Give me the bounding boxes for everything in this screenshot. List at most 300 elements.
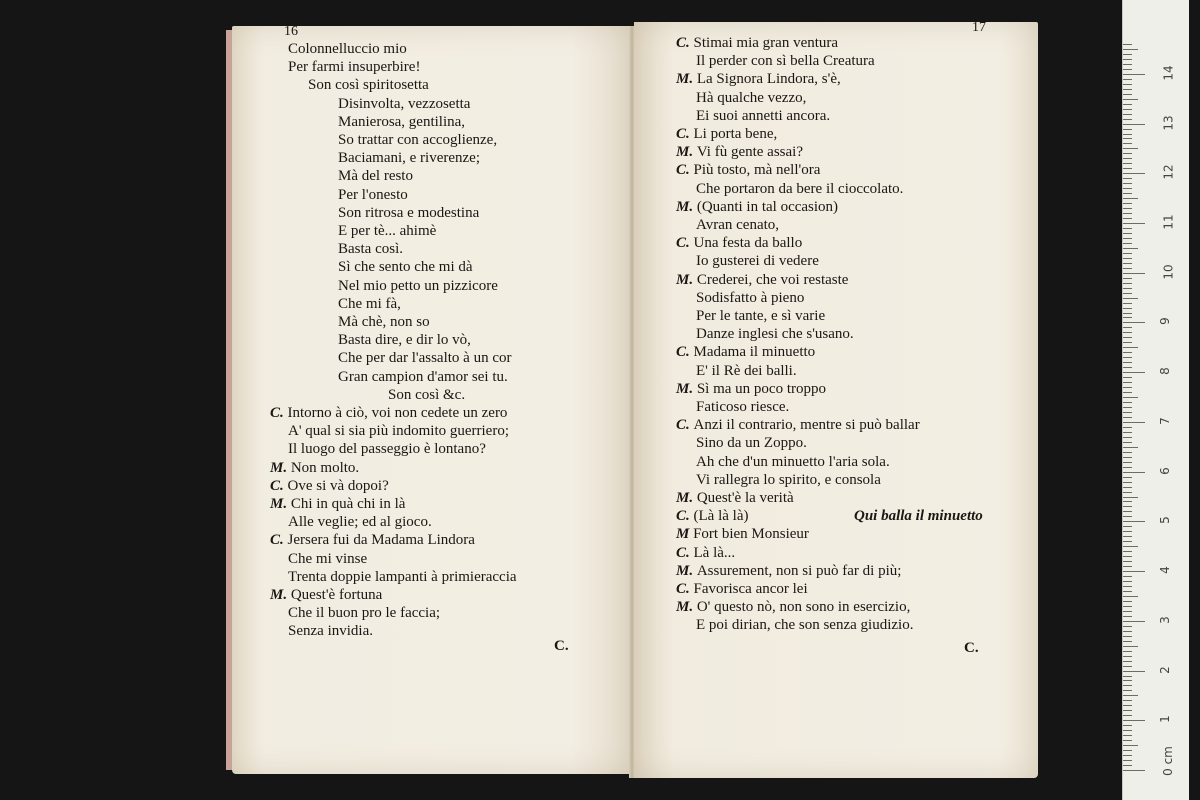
text-line bbox=[676, 143, 803, 161]
ruler-tick bbox=[1123, 467, 1132, 468]
line-text: Avran cenato, bbox=[696, 217, 780, 233]
text-line bbox=[338, 186, 408, 204]
ruler-tick bbox=[1123, 571, 1145, 572]
text-line bbox=[270, 531, 475, 549]
speaker-label: M. bbox=[676, 71, 697, 88]
text-line bbox=[388, 386, 465, 404]
line-text: Favorisca ancor lei bbox=[693, 581, 808, 597]
ruler-tick bbox=[1123, 49, 1138, 50]
line-text: Son ritrosa e modestina bbox=[338, 204, 480, 221]
ruler-tick bbox=[1123, 412, 1132, 413]
ruler-tick bbox=[1123, 596, 1138, 597]
ruler-tick bbox=[1123, 397, 1138, 398]
speaker-label: M. bbox=[676, 380, 697, 397]
ruler-tick bbox=[1123, 228, 1132, 229]
ruler-tick bbox=[1123, 303, 1132, 304]
ruler-tick bbox=[1123, 273, 1145, 274]
ruler-tick bbox=[1123, 213, 1132, 214]
line-text: Sì che sento che mi dà bbox=[338, 259, 473, 276]
ruler-tick bbox=[1123, 407, 1132, 408]
line-text: Son così &c. bbox=[388, 386, 466, 403]
line-text: Che il buon pro le faccia; bbox=[288, 605, 441, 622]
text-line bbox=[288, 604, 440, 622]
line-text: Più tosto, mà nell'ora bbox=[693, 162, 821, 179]
line-text: Madama il minuetto bbox=[693, 344, 816, 361]
ruler-tick bbox=[1123, 218, 1132, 219]
ruler-tick bbox=[1123, 322, 1145, 323]
speaker-label: C. bbox=[676, 417, 694, 434]
ruler-tick bbox=[1123, 656, 1132, 657]
speaker-label: M. bbox=[270, 587, 291, 603]
ruler-tick bbox=[1123, 770, 1145, 771]
line-text: Trenta doppie lampanti à primieraccia bbox=[288, 568, 517, 585]
ruler-tick bbox=[1123, 99, 1138, 100]
ruler-tick bbox=[1123, 541, 1132, 542]
ruler-tick bbox=[1123, 735, 1132, 736]
ruler-tick bbox=[1123, 357, 1132, 358]
line-text: Che mi vinse bbox=[288, 550, 368, 567]
ruler-tick bbox=[1123, 352, 1132, 353]
ruler-number: 12 bbox=[1161, 164, 1176, 180]
text-line bbox=[308, 76, 429, 94]
ruler-tick bbox=[1123, 606, 1132, 607]
ruler-tick bbox=[1123, 223, 1145, 224]
ruler-tick bbox=[1123, 138, 1132, 139]
ruler-tick bbox=[1123, 178, 1132, 179]
speaker-label: M bbox=[676, 526, 694, 543]
text-line bbox=[696, 52, 875, 70]
ruler-tick bbox=[1123, 163, 1132, 164]
line-text: Li porta bene, bbox=[693, 126, 778, 142]
ruler-tick bbox=[1123, 64, 1132, 65]
ruler-tick bbox=[1123, 526, 1132, 527]
text-line bbox=[676, 525, 809, 543]
text-line bbox=[270, 404, 507, 422]
line-text: Colonnelluccio mio bbox=[288, 41, 407, 57]
text-line bbox=[696, 89, 806, 107]
ruler-tick bbox=[1123, 94, 1132, 95]
line-text: (Là là là) bbox=[693, 508, 749, 525]
speaker-label: M. bbox=[676, 490, 697, 506]
text-line bbox=[338, 240, 403, 258]
speaker-label: C. bbox=[676, 508, 694, 525]
line-text: Una festa da ballo bbox=[693, 235, 803, 252]
line-text: Chi in quà chi in là bbox=[290, 496, 406, 512]
text-line bbox=[338, 277, 498, 295]
speaker-label: C. bbox=[676, 126, 694, 142]
ruler-tick bbox=[1123, 506, 1132, 507]
line-text: Ah che d'un minuetto l'aria sola. bbox=[696, 453, 890, 470]
text-line bbox=[696, 471, 881, 489]
ruler-tick bbox=[1123, 760, 1132, 761]
ruler-number: 10 bbox=[1161, 264, 1176, 280]
text-line bbox=[338, 131, 497, 149]
line-text: Fort bien Monsieur bbox=[693, 526, 809, 543]
ruler-tick bbox=[1123, 89, 1132, 90]
text-line bbox=[676, 34, 838, 52]
ruler-tick bbox=[1123, 54, 1132, 55]
speaker-label: M. bbox=[676, 271, 697, 288]
line-text: Son così spiritosetta bbox=[308, 77, 429, 94]
text-line bbox=[270, 495, 405, 513]
ruler-tick bbox=[1123, 621, 1145, 622]
ruler-tick bbox=[1123, 452, 1132, 453]
text-line bbox=[338, 368, 508, 386]
ruler-unit-label: 0 cm bbox=[1160, 746, 1175, 776]
text-line bbox=[288, 550, 367, 568]
ruler-tick bbox=[1123, 382, 1132, 383]
ruler-tick bbox=[1123, 765, 1132, 766]
text-line bbox=[338, 222, 436, 240]
text-line bbox=[288, 40, 407, 58]
line-text: Manierosa, gentilina, bbox=[338, 113, 466, 130]
ruler-tick bbox=[1123, 516, 1132, 517]
ruler-tick bbox=[1123, 690, 1132, 691]
ruler-tick bbox=[1123, 725, 1132, 726]
line-text: Sodisfatto à pieno bbox=[696, 289, 805, 306]
ruler-tick bbox=[1123, 109, 1132, 110]
text-line bbox=[696, 434, 807, 452]
speaker-label: C. bbox=[676, 35, 694, 51]
ruler-tick bbox=[1123, 661, 1132, 662]
ruler-tick bbox=[1123, 750, 1132, 751]
ruler-tick bbox=[1123, 591, 1132, 592]
ruler-tick bbox=[1123, 238, 1132, 239]
right-page bbox=[634, 22, 1038, 778]
text-line bbox=[676, 198, 838, 216]
text-line bbox=[270, 459, 359, 477]
ruler-tick bbox=[1123, 636, 1132, 637]
ruler-tick bbox=[1123, 442, 1132, 443]
speaker-label: C. bbox=[676, 581, 694, 597]
line-text: (Quanti in tal occasion) bbox=[696, 198, 839, 215]
text-line bbox=[270, 477, 389, 495]
ruler-tick bbox=[1123, 492, 1132, 493]
text-line bbox=[676, 380, 826, 398]
ruler-tick bbox=[1123, 641, 1132, 642]
line-text: Là là... bbox=[693, 544, 736, 561]
left-page bbox=[232, 26, 632, 774]
ruler-tick bbox=[1123, 437, 1132, 438]
ruler-number: 8 bbox=[1157, 367, 1172, 376]
ruler-tick bbox=[1123, 342, 1132, 343]
ruler-tick bbox=[1123, 536, 1132, 537]
text-line bbox=[696, 307, 825, 325]
ruler-tick bbox=[1123, 730, 1132, 731]
line-text: Nel mio petto un pizzicore bbox=[338, 277, 498, 294]
ruler-tick bbox=[1123, 327, 1132, 328]
ruler-tick bbox=[1123, 676, 1132, 677]
ruler-tick bbox=[1123, 482, 1132, 483]
ruler-tick bbox=[1123, 74, 1145, 75]
ruler-tick bbox=[1123, 631, 1132, 632]
ruler-tick bbox=[1123, 477, 1132, 478]
ruler-tick bbox=[1123, 243, 1132, 244]
ruler-tick bbox=[1123, 193, 1132, 194]
ruler-tick bbox=[1123, 347, 1138, 348]
text-line bbox=[676, 580, 808, 598]
text-line bbox=[676, 125, 777, 143]
line-text: Mà del resto bbox=[338, 168, 413, 185]
line-text: Intorno à ciò, voi non cedete un zero bbox=[287, 405, 508, 421]
text-line bbox=[288, 422, 509, 440]
ruler-tick bbox=[1123, 372, 1145, 373]
ruler-tick bbox=[1123, 551, 1132, 552]
speaker-label: C. bbox=[676, 162, 694, 179]
ruler-tick bbox=[1123, 79, 1132, 80]
ruler-tick bbox=[1123, 69, 1132, 70]
text-line bbox=[338, 349, 511, 367]
ruler-tick bbox=[1123, 119, 1132, 120]
line-text: Il perder con sì bella Creatura bbox=[696, 53, 875, 70]
text-line bbox=[696, 453, 890, 471]
stage-direction: Qui balla il minuetto bbox=[854, 508, 983, 525]
measurement-ruler bbox=[1122, 0, 1189, 800]
ruler-tick bbox=[1123, 581, 1132, 582]
ruler-tick bbox=[1123, 248, 1138, 249]
ruler-number: 9 bbox=[1157, 317, 1172, 326]
ruler-tick bbox=[1123, 367, 1132, 368]
text-line bbox=[288, 440, 486, 458]
text-line bbox=[338, 331, 471, 349]
text-line bbox=[288, 513, 432, 531]
ruler-tick bbox=[1123, 203, 1132, 204]
ruler-tick bbox=[1123, 143, 1132, 144]
left-page-number: 16 bbox=[284, 24, 298, 39]
ruler-number: 1 bbox=[1157, 715, 1172, 724]
line-text: Non molto. bbox=[290, 459, 360, 476]
ruler-tick bbox=[1123, 566, 1132, 567]
ruler-tick bbox=[1123, 168, 1132, 169]
line-text: Hà qualche vezzo, bbox=[696, 89, 807, 106]
ruler-tick bbox=[1123, 611, 1132, 612]
ruler-tick bbox=[1123, 497, 1138, 498]
ruler-tick bbox=[1123, 233, 1132, 234]
text-line bbox=[696, 325, 854, 343]
ruler-tick bbox=[1123, 208, 1132, 209]
text-line bbox=[696, 180, 903, 198]
ruler-tick bbox=[1123, 487, 1132, 488]
line-text: Disinvolta, vezzosetta bbox=[338, 95, 471, 112]
ruler-tick bbox=[1123, 308, 1132, 309]
line-text: Il luogo del passeggio è lontano? bbox=[288, 441, 486, 458]
text-line bbox=[338, 95, 470, 113]
speaker-label: C. bbox=[270, 405, 288, 421]
text-line bbox=[338, 204, 479, 222]
ruler-tick bbox=[1123, 188, 1132, 189]
left-catchword: C. bbox=[554, 638, 569, 654]
ruler-tick bbox=[1123, 616, 1132, 617]
ruler-tick bbox=[1123, 695, 1138, 696]
ruler-tick bbox=[1123, 313, 1132, 314]
ruler-tick bbox=[1123, 626, 1132, 627]
ruler-number: 7 bbox=[1157, 417, 1172, 425]
ruler-tick bbox=[1123, 447, 1138, 448]
text-line bbox=[676, 416, 920, 434]
speaker-label: M. bbox=[270, 459, 291, 476]
speaker-label: M. bbox=[676, 562, 697, 579]
ruler-tick bbox=[1123, 710, 1132, 711]
ruler-number: 3 bbox=[1157, 615, 1172, 624]
ruler-tick bbox=[1123, 84, 1132, 85]
ruler-tick bbox=[1123, 646, 1138, 647]
ruler-tick bbox=[1123, 158, 1132, 159]
line-text: Crederei, che voi restaste bbox=[696, 271, 849, 288]
line-text: Vi rallegra lo spirito, e consola bbox=[696, 471, 881, 488]
right-page-number: 17 bbox=[972, 20, 986, 35]
ruler-tick bbox=[1123, 377, 1132, 378]
ruler-tick bbox=[1123, 337, 1132, 338]
ruler-tick bbox=[1123, 293, 1132, 294]
ruler-tick bbox=[1123, 402, 1132, 403]
line-text: La Signora Lindora, s'è, bbox=[696, 71, 841, 88]
line-text: Danze inglesi che s'usano. bbox=[696, 326, 854, 343]
ruler-tick bbox=[1123, 576, 1132, 577]
line-text: Io gusterei di vedere bbox=[696, 253, 819, 270]
ruler-tick bbox=[1123, 700, 1132, 701]
speaker-label: M. bbox=[676, 198, 697, 215]
line-text: Jersera fui da Madama Lindora bbox=[287, 532, 475, 549]
ruler-number: 5 bbox=[1157, 516, 1172, 525]
right-catchword: C. bbox=[964, 640, 979, 656]
ruler-tick bbox=[1123, 720, 1145, 721]
ruler-tick bbox=[1123, 601, 1132, 602]
line-text: Baciamani, e riverenze; bbox=[338, 150, 481, 167]
ruler-tick bbox=[1123, 671, 1145, 672]
ruler-tick bbox=[1123, 462, 1132, 463]
text-line bbox=[338, 313, 430, 331]
text-line bbox=[338, 167, 413, 185]
line-text: Basta dire, e dir lo vò, bbox=[338, 332, 471, 349]
speaker-label: C. bbox=[270, 477, 288, 494]
speaker-label: M. bbox=[270, 496, 291, 512]
line-text: Sì ma un poco troppo bbox=[696, 380, 826, 397]
speaker-label: C. bbox=[676, 235, 694, 252]
text-line bbox=[338, 149, 480, 167]
text-line bbox=[676, 598, 910, 616]
ruler-tick bbox=[1123, 253, 1132, 254]
speaker-label: M. bbox=[676, 144, 697, 161]
line-text: Gran campion d'amor sei tu. bbox=[338, 368, 508, 385]
text-line bbox=[338, 113, 465, 131]
line-text: E' il Rè dei balli. bbox=[696, 362, 797, 379]
ruler-tick bbox=[1123, 44, 1132, 45]
ruler-tick bbox=[1123, 183, 1132, 184]
ruler-tick bbox=[1123, 317, 1132, 318]
ruler-number: 13 bbox=[1161, 114, 1176, 131]
ruler-tick bbox=[1123, 740, 1132, 741]
text-line bbox=[696, 252, 819, 270]
ruler-tick bbox=[1123, 417, 1132, 418]
text-line bbox=[676, 489, 794, 507]
line-text: Basta così. bbox=[338, 241, 403, 258]
speaker-label: M. bbox=[676, 599, 697, 616]
ruler-tick bbox=[1123, 148, 1138, 149]
text-line bbox=[696, 107, 830, 125]
line-text: Ei suoi annetti ancora. bbox=[696, 107, 831, 124]
ruler-number: 14 bbox=[1161, 65, 1176, 81]
ruler-tick bbox=[1123, 546, 1138, 547]
ruler-tick bbox=[1123, 392, 1132, 393]
speaker-label: C. bbox=[676, 544, 694, 561]
ruler-tick bbox=[1123, 59, 1132, 60]
ruler-tick bbox=[1123, 511, 1132, 512]
text-line bbox=[676, 234, 802, 252]
text-line bbox=[676, 562, 901, 580]
line-text: Faticoso riesce. bbox=[696, 399, 790, 415]
ruler-tick bbox=[1123, 362, 1132, 363]
line-text: So trattar con accoglienze, bbox=[338, 132, 498, 148]
ruler-tick bbox=[1123, 427, 1132, 428]
line-text: Anzi il contrario, mentre si può ballar bbox=[693, 417, 920, 434]
text-line bbox=[676, 161, 820, 179]
text-line bbox=[288, 58, 420, 76]
ruler-tick bbox=[1123, 134, 1132, 135]
ruler-tick bbox=[1123, 104, 1132, 105]
text-line bbox=[270, 586, 382, 604]
text-line bbox=[676, 70, 841, 88]
ruler-tick bbox=[1123, 332, 1132, 333]
ruler-tick bbox=[1123, 114, 1132, 115]
ruler-tick bbox=[1123, 586, 1132, 587]
ruler-number: 11 bbox=[1161, 214, 1176, 230]
ruler-tick bbox=[1123, 705, 1132, 706]
ruler-tick bbox=[1123, 556, 1132, 557]
text-line bbox=[676, 343, 815, 361]
ruler-tick bbox=[1123, 288, 1132, 289]
line-text: Per l'onesto bbox=[338, 186, 408, 203]
ruler-tick bbox=[1123, 472, 1145, 473]
text-line bbox=[696, 216, 779, 234]
text-line bbox=[696, 616, 913, 634]
text-line bbox=[288, 622, 373, 640]
ruler-tick bbox=[1123, 501, 1132, 502]
line-text: Sino da un Zoppo. bbox=[696, 435, 807, 452]
ruler-tick bbox=[1123, 745, 1138, 746]
line-text: Per le tante, e sì varie bbox=[696, 308, 826, 324]
line-text: Vi fù gente assai? bbox=[696, 144, 803, 161]
line-text: O' questo nò, non sono in esercizio, bbox=[696, 599, 911, 616]
text-line bbox=[338, 295, 401, 313]
ruler-tick bbox=[1123, 561, 1132, 562]
ruler-tick bbox=[1123, 198, 1138, 199]
ruler-tick bbox=[1123, 268, 1132, 269]
ruler-tick bbox=[1123, 129, 1132, 130]
line-text: Per farmi insuperbire! bbox=[288, 59, 421, 76]
ruler-tick bbox=[1123, 521, 1145, 522]
ruler-tick bbox=[1123, 258, 1132, 259]
ruler-tick bbox=[1123, 278, 1132, 279]
ruler-tick bbox=[1123, 173, 1145, 174]
line-text: Che per dar l'assalto à un cor bbox=[338, 350, 512, 367]
text-line bbox=[676, 271, 848, 289]
line-text: Assurement, non si può far di più; bbox=[696, 562, 902, 579]
ruler-tick bbox=[1123, 755, 1132, 756]
text-line bbox=[696, 289, 804, 307]
line-text: Senza invidia. bbox=[288, 623, 373, 640]
ruler-tick bbox=[1123, 457, 1132, 458]
text-line bbox=[338, 258, 473, 276]
line-text: A' qual si sia più indomito guerriero; bbox=[288, 423, 510, 440]
line-text: Quest'è fortuna bbox=[290, 587, 383, 603]
ruler-number: 6 bbox=[1157, 466, 1172, 475]
line-text: E per tè... ahimè bbox=[338, 223, 437, 239]
line-text: Ove si và dopoi? bbox=[287, 477, 389, 494]
ruler-tick bbox=[1123, 432, 1132, 433]
line-text: Che mi fà, bbox=[338, 295, 401, 312]
ruler-tick bbox=[1123, 298, 1138, 299]
line-text: Alle veglie; ed al gioco. bbox=[288, 514, 432, 531]
